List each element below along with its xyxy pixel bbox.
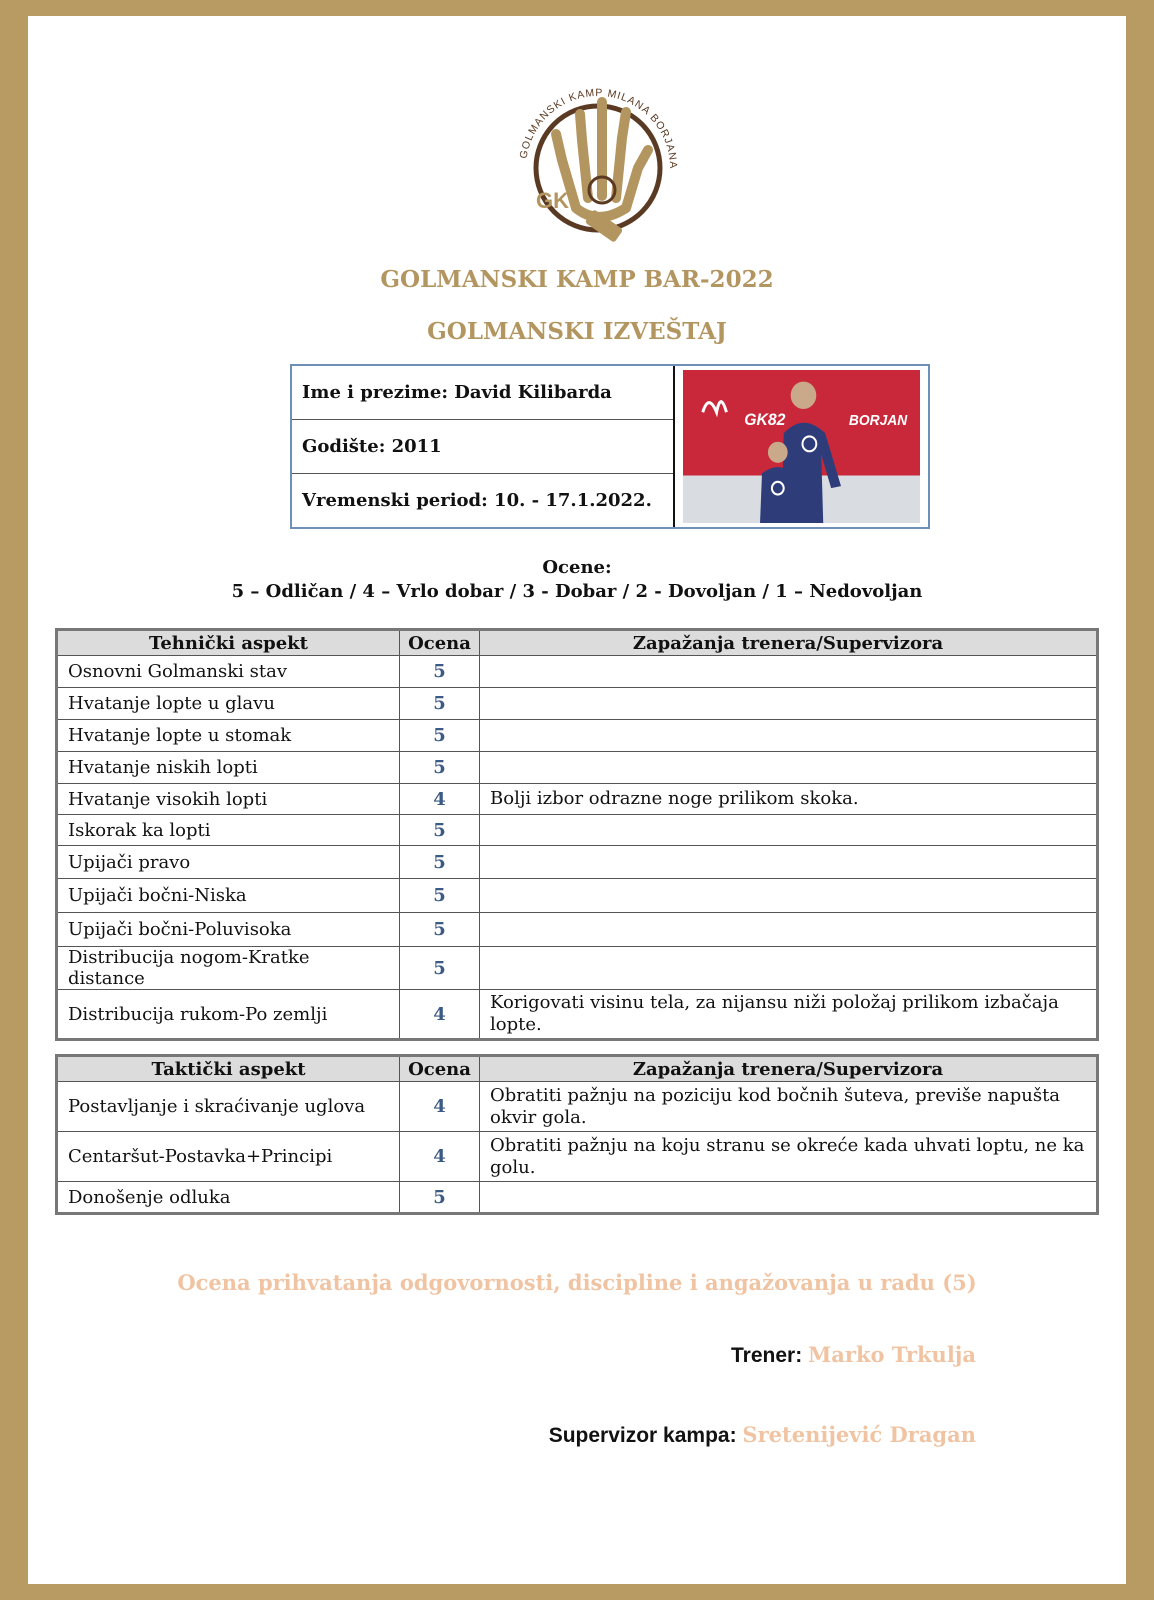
legend-scale: 5 – Odličan / 4 – Vrlo dobar / 3 - Dobar / 2 - Dovoljan / 1 – Nedovoljan: [231, 581, 923, 602]
coach-name: Marko Trkulja: [808, 1342, 976, 1367]
coach-label: Trener:: [731, 1344, 809, 1367]
grade-cell: 4: [400, 1132, 480, 1182]
table-row: [57, 688, 1098, 720]
aspect-cell: Upijači pravo: [57, 846, 400, 879]
note-cell: [480, 947, 1098, 990]
column-header: Tehnički aspekt: [57, 630, 400, 656]
grade-cell: 5: [400, 846, 480, 879]
table-row: [57, 947, 1098, 990]
aspect-cell: Postavljanje i skraćivanje uglova: [57, 1082, 400, 1132]
report-page: [28, 16, 1126, 1584]
column-header: Taktički aspekt: [57, 1056, 400, 1082]
note-cell: [480, 752, 1098, 784]
note-cell: [480, 879, 1098, 913]
grade-cell: 5: [400, 947, 480, 990]
aspect-cell: Hvatanje lopte u glavu: [57, 688, 400, 720]
tactical-aspect-table: [55, 1054, 1099, 1215]
note-cell: Bolji izbor odrazne noge prilikom skoka.: [480, 784, 1098, 815]
aspect-cell: Distribucija rukom-Po zemlji: [57, 990, 400, 1040]
aspect-cell: Distribucija nogom-Kratke distance: [57, 947, 400, 990]
table-header-row: [57, 1056, 1098, 1082]
player-info-fields: [292, 366, 675, 527]
grade-cell: 5: [400, 815, 480, 846]
table-row: [57, 720, 1098, 752]
note-cell: [480, 1182, 1098, 1214]
grade-cell: 4: [400, 990, 480, 1040]
supervisor-label: Supervizor kampa:: [548, 1424, 743, 1447]
supervisor-name: Sretenijević Dragan: [742, 1422, 976, 1447]
table-row: [57, 990, 1098, 1040]
logo-ring-text: GOLMANSKI KAMP MILANA BORJANA: [517, 86, 680, 170]
note-cell: [480, 815, 1098, 846]
coach-signature-line: [731, 1342, 976, 1368]
report-subtitle: GOLMANSKI IZVEŠTAJ: [427, 318, 727, 345]
note-cell: Korigovati visinu tela, za nijansu niži položaj prilikom izbačaja lopte.: [480, 990, 1098, 1040]
aspect-cell: Iskorak ka lopti: [57, 815, 400, 846]
aspect-cell: Osnovni Golmanski stav: [57, 656, 400, 688]
column-header: Zapažanja trenera/Supervizora: [480, 630, 1098, 656]
grade-cell: 5: [400, 688, 480, 720]
technical-aspect-table: [55, 628, 1099, 1041]
column-header: Zapažanja trenera/Supervizora: [480, 1056, 1098, 1082]
table-row: [57, 1132, 1098, 1182]
supervisor-signature-line: [549, 1422, 976, 1448]
table-row: [57, 752, 1098, 784]
photo-banner-text-right: BORJAN: [848, 412, 908, 429]
grade-cell: 4: [400, 1082, 480, 1132]
grade-cell: 5: [400, 656, 480, 688]
table-row: [57, 879, 1098, 913]
table-header-row: [57, 630, 1098, 656]
responsibility-grade: Ocena prihvatanja odgovornosti, discipline i angažovanja u radu (5): [177, 1270, 977, 1295]
logo-mark-text: GK: [536, 188, 569, 213]
table-row: [57, 815, 1098, 846]
aspect-cell: Donošenje odluka: [57, 1182, 400, 1214]
player-photo: [675, 366, 928, 527]
note-cell: Obratiti pažnju na poziciju kod bočnih šuteva, previše napušta okvir gola.: [480, 1082, 1098, 1132]
player-info-box: [290, 364, 930, 529]
grade-cell: 5: [400, 720, 480, 752]
table-row: [57, 656, 1098, 688]
note-cell: [480, 846, 1098, 879]
player-birth-year: Godište: 2011: [292, 420, 673, 474]
legend-title: Ocene:: [542, 557, 612, 578]
camp-logo: [498, 68, 698, 268]
aspect-cell: Upijači bočni-Poluvisoka: [57, 913, 400, 947]
table-row: [57, 913, 1098, 947]
aspect-cell: Upijači bočni-Niska: [57, 879, 400, 913]
grade-cell: 5: [400, 913, 480, 947]
grade-cell: 5: [400, 879, 480, 913]
photo-banner-text: GK82: [744, 410, 786, 429]
note-cell: [480, 913, 1098, 947]
grading-legend: [28, 556, 1126, 604]
note-cell: Obratiti pažnju na koju stranu se okreće kada uhvati loptu, ne ka golu.: [480, 1132, 1098, 1182]
aspect-cell: Hvatanje visokih lopti: [57, 784, 400, 815]
note-cell: [480, 688, 1098, 720]
note-cell: [480, 656, 1098, 688]
table-row: [57, 784, 1098, 815]
aspect-cell: Centaršut-Postavka+Principi: [57, 1132, 400, 1182]
table-row: [57, 1182, 1098, 1214]
grade-cell: 4: [400, 784, 480, 815]
table-row: [57, 846, 1098, 879]
column-header: Ocena: [400, 1056, 480, 1082]
column-header: Ocena: [400, 630, 480, 656]
grade-cell: 5: [400, 752, 480, 784]
camp-period: Vremenski period: 10. - 17.1.2022.: [302, 490, 652, 511]
note-cell: [480, 720, 1098, 752]
grade-cell: 5: [400, 1182, 480, 1214]
player-name: Ime i prezime: David Kilibarda: [292, 366, 673, 420]
aspect-cell: Hvatanje lopte u stomak: [57, 720, 400, 752]
aspect-cell: Hvatanje niskih lopti: [57, 752, 400, 784]
table-row: [57, 1082, 1098, 1132]
report-title: GOLMANSKI KAMP BAR-2022: [380, 266, 774, 293]
